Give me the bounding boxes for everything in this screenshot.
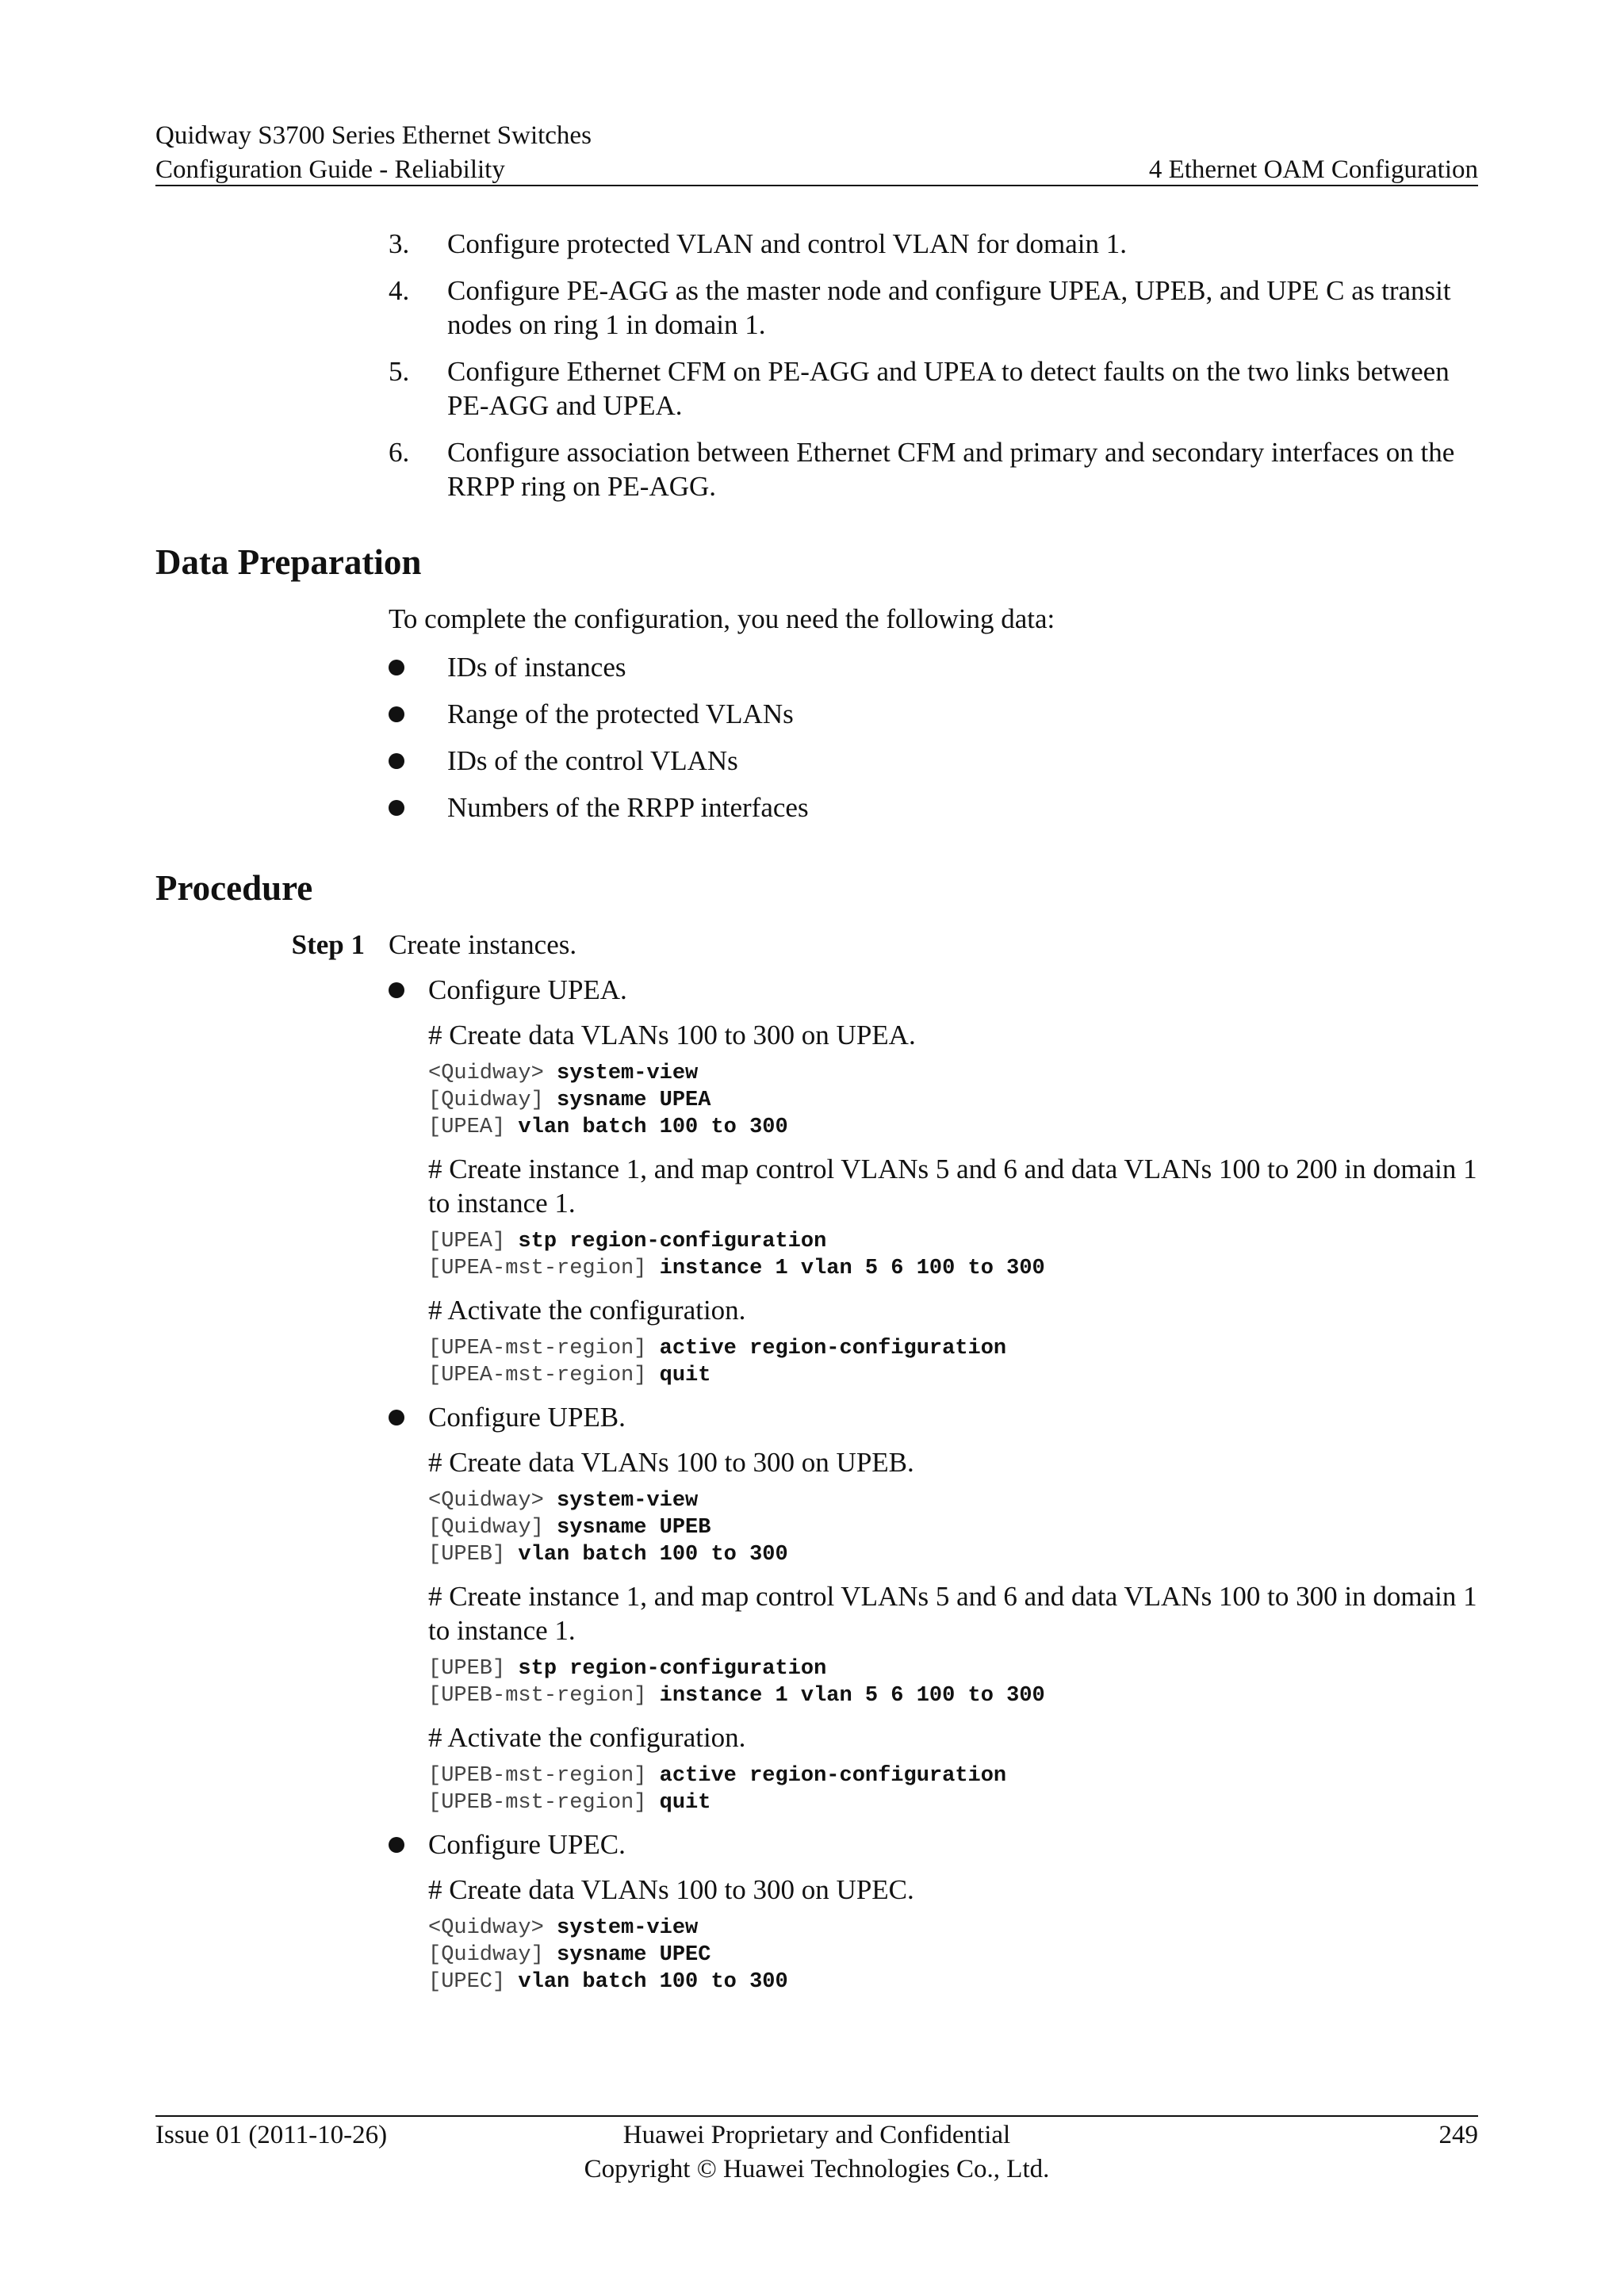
code-prompt: [UPEA] xyxy=(428,1230,506,1253)
item-number: 5. xyxy=(389,356,410,387)
comment-text: # Activate the configuration. xyxy=(428,1295,746,1326)
bullet-icon xyxy=(389,800,404,816)
code-line xyxy=(428,1487,1478,1514)
code-block xyxy=(428,1762,1478,1816)
footer-issue: Issue 01 (2011-10-26) xyxy=(155,2121,388,2149)
code-command: sysname UPEC xyxy=(557,1943,711,1967)
code-command: active region-configuration xyxy=(659,1764,1007,1788)
code-prompt: [UPEC] xyxy=(428,1970,506,1994)
code-prompt: [UPEB-mst-region] xyxy=(428,1684,647,1708)
item-text: Configure PE-AGG as the master node and configure UPEA, UPEB, and UPE C as transit nodes on ring 1 in domain 1. xyxy=(447,275,1451,340)
page-header xyxy=(155,119,1478,187)
code-line xyxy=(428,1114,1478,1141)
header-product: Quidway S3700 Series Ethernet Switches xyxy=(155,121,592,150)
device-heading xyxy=(389,1400,1478,1434)
bullet-icon xyxy=(389,706,404,722)
code-line xyxy=(428,1762,1478,1789)
code-line xyxy=(428,1060,1478,1087)
list-item xyxy=(389,790,1478,825)
code-prompt: [UPEB] xyxy=(428,1543,506,1567)
page-footer xyxy=(155,2118,1478,2187)
code-prompt: [Quidway] xyxy=(428,1943,544,1967)
item-text: Range of the protected VLANs xyxy=(447,698,794,729)
list-item xyxy=(389,697,1478,731)
comment-text: # Create data VLANs 100 to 300 on UPEC. xyxy=(428,1874,914,1905)
comment-text: # Create instance 1, and map control VLANs 5 and 6 and data VLANs 100 to 300 in domain 1 to instance 1. xyxy=(428,1581,1477,1646)
device-title: Configure UPEC. xyxy=(428,1829,626,1860)
step-text: Create instances. xyxy=(389,929,577,960)
bullet-icon xyxy=(389,1410,404,1425)
code-block xyxy=(428,1060,1478,1141)
list-item xyxy=(389,354,1478,423)
device-section-upea xyxy=(389,973,1478,1389)
code-block xyxy=(428,1655,1478,1709)
bullet-list xyxy=(389,650,1478,825)
code-command: sysname UPEB xyxy=(557,1516,711,1540)
code-line xyxy=(428,1228,1478,1255)
comment-text: # Create instance 1, and map control VLANs 5 and 6 and data VLANs 100 to 200 in domain 1 to instance 1. xyxy=(428,1154,1477,1219)
code-prompt: [Quidway] xyxy=(428,1516,544,1540)
list-item xyxy=(389,274,1478,342)
device-heading xyxy=(389,1827,1478,1862)
code-block xyxy=(428,1335,1478,1389)
code-prompt: <Quidway> xyxy=(428,1916,544,1940)
comment-text: # Activate the configuration. xyxy=(428,1722,746,1753)
device-title: Configure UPEB. xyxy=(428,1402,626,1433)
code-prompt: [UPEB-mst-region] xyxy=(428,1791,647,1815)
code-command: instance 1 vlan 5 6 100 to 300 xyxy=(659,1257,1045,1280)
code-block xyxy=(428,1228,1478,1282)
page-number: 249 xyxy=(1438,2121,1478,2149)
item-text: Configure protected VLAN and control VLAN for domain 1. xyxy=(447,228,1127,259)
data-preparation-intro: To complete the configuration, you need the following data: xyxy=(389,603,1055,634)
code-line xyxy=(428,1514,1478,1541)
item-number: 4. xyxy=(389,275,410,306)
item-text: IDs of instances xyxy=(447,652,626,683)
step-row xyxy=(155,928,1478,962)
item-number: 3. xyxy=(389,228,410,259)
code-line xyxy=(428,1087,1478,1114)
code-line xyxy=(428,1915,1478,1942)
procedure-heading: Procedure xyxy=(155,868,313,908)
device-title: Configure UPEA. xyxy=(428,974,627,1005)
code-line xyxy=(428,1255,1478,1282)
code-command: system-view xyxy=(557,1489,699,1513)
code-block xyxy=(428,1487,1478,1568)
code-command: instance 1 vlan 5 6 100 to 300 xyxy=(659,1684,1045,1708)
code-prompt: [UPEB] xyxy=(428,1657,506,1681)
header-guide: Configuration Guide - Reliability xyxy=(155,155,505,184)
device-section-upeb xyxy=(389,1400,1478,1816)
bullet-icon xyxy=(389,753,404,769)
footer-proprietary: Huawei Proprietary and Confidential xyxy=(622,2121,1011,2149)
list-item xyxy=(389,650,1478,684)
code-prompt: [UPEB-mst-region] xyxy=(428,1764,647,1788)
footer-copyright: Copyright © Huawei Technologies Co., Ltd. xyxy=(584,2155,1050,2183)
code-prompt: <Quidway> xyxy=(428,1062,544,1085)
code-prompt: [Quidway] xyxy=(428,1089,544,1112)
code-command: system-view xyxy=(557,1916,699,1940)
code-block xyxy=(428,1915,1478,1996)
item-number: 6. xyxy=(389,437,410,468)
code-command: vlan batch 100 to 300 xyxy=(518,1543,788,1567)
code-prompt: [UPEA-mst-region] xyxy=(428,1257,647,1280)
step-label: Step 1 xyxy=(291,929,365,960)
bullet-icon xyxy=(389,660,404,675)
code-command: sysname UPEA xyxy=(557,1089,711,1112)
item-text: Configure association between Ethernet CFM and primary and secondary interfaces on the RRPP ring on PE-AGG. xyxy=(447,437,1455,502)
code-line xyxy=(428,1969,1478,1996)
code-command: stp region-configuration xyxy=(518,1230,827,1253)
code-command: active region-configuration xyxy=(659,1337,1007,1360)
code-command: quit xyxy=(659,1364,711,1387)
code-line xyxy=(428,1541,1478,1568)
header-chapter: 4 Ethernet OAM Configuration xyxy=(1148,155,1478,184)
item-text: IDs of the control VLANs xyxy=(447,745,738,776)
code-command: quit xyxy=(659,1791,711,1815)
code-command: vlan batch 100 to 300 xyxy=(518,1970,788,1994)
code-line xyxy=(428,1335,1478,1362)
list-item xyxy=(389,435,1478,503)
item-text: Numbers of the RRPP interfaces xyxy=(447,792,809,823)
code-line xyxy=(428,1362,1478,1389)
list-item xyxy=(389,744,1478,778)
code-line xyxy=(428,1789,1478,1816)
page-content xyxy=(155,227,1478,1996)
code-prompt: [UPEA-mst-region] xyxy=(428,1337,647,1360)
bullet-icon xyxy=(389,1837,404,1853)
list-item xyxy=(389,227,1478,261)
comment-text: # Create data VLANs 100 to 300 on UPEB. xyxy=(428,1447,914,1478)
code-line xyxy=(428,1942,1478,1969)
footer-rule xyxy=(155,2115,1478,2117)
code-line xyxy=(428,1655,1478,1682)
code-line xyxy=(428,1682,1478,1709)
code-command: stp region-configuration xyxy=(518,1657,827,1681)
numbered-list xyxy=(389,227,1478,503)
code-command: vlan batch 100 to 300 xyxy=(518,1115,788,1139)
device-section-upec xyxy=(389,1827,1478,1996)
code-prompt: <Quidway> xyxy=(428,1489,544,1513)
comment-text: # Create data VLANs 100 to 300 on UPEA. xyxy=(428,1020,916,1050)
item-text: Configure Ethernet CFM on PE-AGG and UPEA to detect faults on the two links between PE-AGG and UPEA. xyxy=(447,356,1450,421)
data-preparation-heading: Data Preparation xyxy=(155,542,422,582)
bullet-icon xyxy=(389,982,404,998)
code-prompt: [UPEA-mst-region] xyxy=(428,1364,647,1387)
code-prompt: [UPEA] xyxy=(428,1115,506,1139)
device-heading xyxy=(389,973,1478,1007)
code-command: system-view xyxy=(557,1062,699,1085)
header-rule xyxy=(155,185,1478,186)
